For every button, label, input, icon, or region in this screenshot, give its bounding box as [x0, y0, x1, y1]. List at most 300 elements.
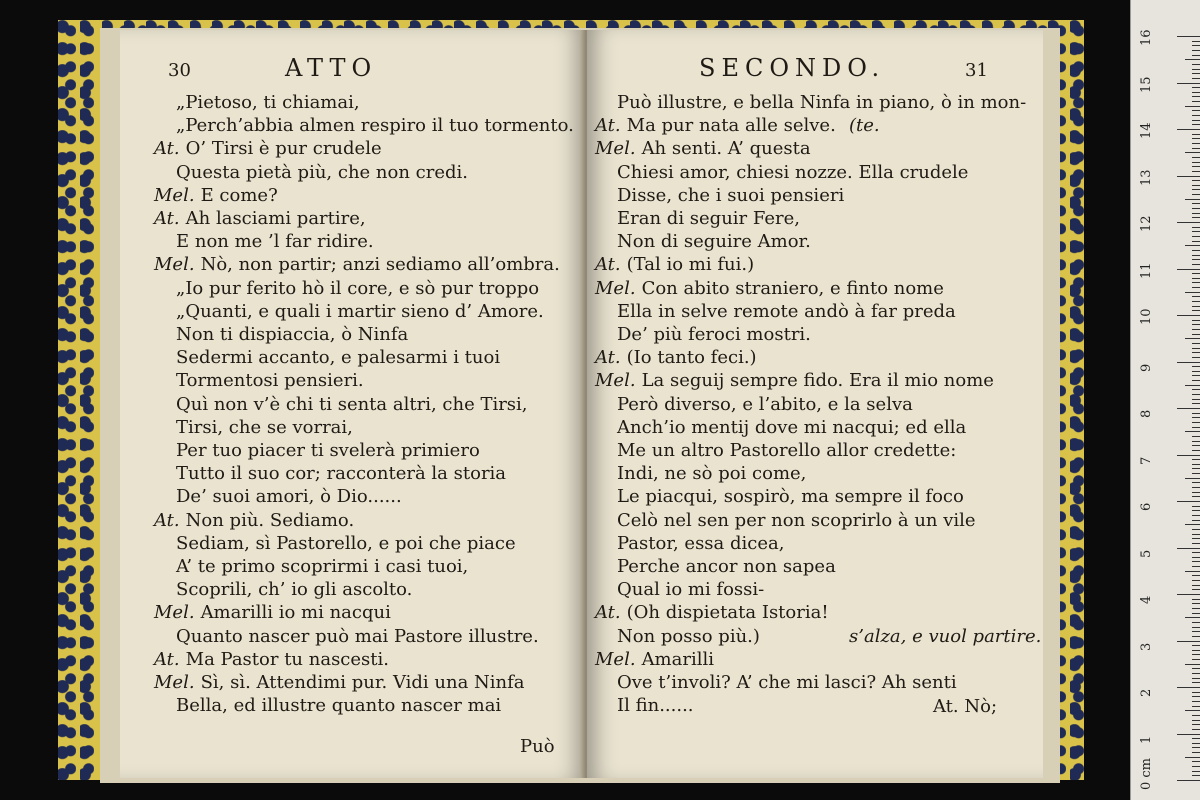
- ruler-minor-tick: [1192, 148, 1200, 149]
- text-line: [595, 649, 714, 671]
- verse-text: Pastor, essa dicea,: [617, 532, 785, 554]
- text-line: [176, 695, 501, 717]
- ruler-minor-tick: [1192, 185, 1200, 186]
- verse-text: Scoprili, ch’ io gli ascolto.: [176, 579, 413, 601]
- ruler-minor-tick: [1192, 752, 1200, 753]
- speaker-label: At.: [595, 602, 621, 624]
- text-line: [176, 324, 408, 346]
- ruler-label: 4: [1139, 595, 1154, 604]
- ruler-label: 5: [1139, 549, 1154, 558]
- ruler-minor-tick: [1192, 413, 1200, 414]
- ruler-minor-tick: [1192, 743, 1200, 744]
- ruler-minor-tick: [1185, 292, 1200, 293]
- ruler-minor-tick: [1192, 622, 1200, 623]
- text-line: [154, 254, 560, 276]
- verse-text: Per tuo piacer ti svelerà primiero: [176, 440, 480, 461]
- text-line: [176, 440, 480, 462]
- verse-text: Eran di seguir Fere,: [617, 208, 801, 229]
- ruler-minor-tick: [1192, 724, 1200, 725]
- speaker-label: Mel.: [595, 648, 636, 670]
- verse-text: Però diverso, e l’abito, e la selva: [617, 393, 913, 415]
- ruler-major-tick: [1177, 362, 1200, 363]
- ruler-minor-tick: [1185, 431, 1200, 432]
- verse-text: Può illustre, e bella Ninfa in piano, ò in mon-: [617, 92, 1027, 113]
- text-line: [154, 510, 354, 532]
- ruler-major-tick: [1177, 594, 1200, 595]
- verse-text: Bella, ed illustre quanto nascer mai: [176, 695, 502, 717]
- ruler-minor-tick: [1192, 599, 1200, 600]
- verse-text: „Io pur ferito hò il core, e sò pur troppo: [176, 277, 540, 299]
- text-line: [154, 138, 382, 160]
- ruler-minor-tick: [1192, 310, 1200, 311]
- ruler-minor-tick: [1192, 55, 1200, 56]
- verse-text: Amarilli: [641, 648, 714, 670]
- ruler-minor-tick: [1185, 710, 1200, 711]
- ruler-major-tick: [1177, 734, 1200, 735]
- ruler-minor-tick: [1192, 357, 1200, 358]
- verse-text: (Io tanto feci.): [626, 347, 757, 369]
- ruler-minor-tick: [1192, 217, 1200, 218]
- text-line: [176, 463, 506, 485]
- ruler-major-tick: [1177, 408, 1200, 409]
- ruler-minor-tick: [1192, 417, 1200, 418]
- verse-text: Non ti dispiaccia, ò Ninfa: [176, 324, 409, 345]
- ruler-label: 2: [1139, 688, 1154, 697]
- ruler-minor-tick: [1192, 138, 1200, 139]
- ruler-minor-tick: [1192, 69, 1200, 70]
- text-line: [176, 301, 544, 323]
- ruler-major-tick: [1177, 501, 1200, 502]
- speaker-label: At.: [154, 208, 180, 229]
- ruler-minor-tick: [1192, 450, 1200, 451]
- speaker-label: Mel.: [154, 184, 195, 206]
- ruler-label: 14: [1139, 122, 1154, 139]
- verse-text: Sedermi accanto, e palesarmi i tuoi: [176, 347, 501, 369]
- ruler-major-tick: [1177, 129, 1200, 130]
- ruler-minor-tick: [1192, 487, 1200, 488]
- ruler-minor-tick: [1192, 250, 1200, 251]
- verse-text: E come?: [200, 184, 278, 206]
- verse-text: A’ te primo scoprirmi i casi tuoi,: [176, 556, 469, 577]
- verse-text: Le piacqui, sospirò, ma sempre il foco: [617, 486, 964, 508]
- ruler-major-tick: [1177, 455, 1200, 456]
- verse-text: Amarilli io mi nacqui: [200, 602, 391, 624]
- ruler-minor-tick: [1185, 59, 1200, 60]
- ruler-minor-tick: [1192, 668, 1200, 669]
- ruler-minor-tick: [1192, 255, 1200, 256]
- measurement-ruler: [1130, 0, 1200, 800]
- verse-text: „Quanti, e quali i martir sieno d’ Amore.: [176, 300, 544, 322]
- ruler-minor-tick: [1192, 645, 1200, 646]
- ruler-minor-tick: [1192, 715, 1200, 716]
- ruler-minor-tick: [1192, 162, 1200, 163]
- verse-text: Non di seguire Amor.: [617, 231, 811, 253]
- verse-text: Perche ancor non sapea: [617, 556, 836, 577]
- ruler-minor-tick: [1192, 375, 1200, 376]
- ruler-minor-tick: [1192, 329, 1200, 330]
- text-line: [617, 579, 764, 601]
- ruler-minor-tick: [1192, 603, 1200, 604]
- ruler-minor-tick: [1192, 366, 1200, 367]
- ruler-label: 6: [1139, 502, 1154, 511]
- text-line: [617, 510, 976, 532]
- ruler-major-tick: [1177, 176, 1200, 177]
- ruler-minor-tick: [1185, 106, 1200, 107]
- ruler-label: 16: [1139, 29, 1154, 46]
- ruler-label: 0 cm: [1139, 757, 1154, 790]
- text-line: [617, 185, 844, 207]
- ruler-minor-tick: [1192, 720, 1200, 721]
- verse-text: Ella in selve remote andò à far preda: [617, 300, 956, 322]
- stage-direction: s’alza, e vuol partire.: [849, 625, 1042, 647]
- text-line: [176, 92, 360, 114]
- verse-text: Celò nel sen per non scoprirlo à un vile: [617, 509, 976, 531]
- ruler-minor-tick: [1192, 120, 1200, 121]
- verse-text: E non me ’l far ridire.: [176, 231, 374, 253]
- ruler-minor-tick: [1192, 482, 1200, 483]
- speaker-label: At.: [154, 138, 180, 160]
- ruler-minor-tick: [1192, 445, 1200, 446]
- text-line: [617, 672, 957, 694]
- ruler-minor-tick: [1192, 650, 1200, 651]
- ruler-minor-tick: [1192, 403, 1200, 404]
- ruler-minor-tick: [1192, 380, 1200, 381]
- text-line: [595, 278, 944, 300]
- ruler-minor-tick: [1185, 757, 1200, 758]
- ruler-minor-tick: [1192, 87, 1200, 88]
- text-line: [176, 533, 516, 555]
- ruler-minor-tick: [1192, 580, 1200, 581]
- ruler-minor-tick: [1192, 296, 1200, 297]
- text-line: [595, 370, 994, 392]
- verse-text: De’ suoi amori, ò Dio......: [176, 486, 402, 508]
- speaker-label: At.: [595, 115, 621, 137]
- ruler-minor-tick: [1192, 441, 1200, 442]
- ruler-label: 9: [1139, 363, 1154, 372]
- verse-text: Disse, che i suoi pensieri: [617, 184, 845, 206]
- ruler-minor-tick: [1192, 761, 1200, 762]
- text-line: [176, 162, 468, 184]
- text-line: [176, 626, 539, 648]
- ruler-label: 13: [1139, 168, 1154, 186]
- verse-text: Quì non v’è chi ti senta altri, che Tirsi,: [176, 393, 528, 415]
- verse-text: Ah lasciami partire,: [185, 208, 366, 229]
- ruler-label: 1: [1139, 735, 1154, 744]
- verse-text: Tutto il suo cor; racconterà la storia: [176, 463, 507, 485]
- ruler-minor-tick: [1192, 236, 1200, 237]
- verse-text: „Perch’abbia almen respiro il tuo tormento.: [176, 115, 574, 137]
- ruler-major-tick: [1177, 780, 1200, 781]
- ruler-minor-tick: [1192, 352, 1200, 353]
- text-line: [617, 162, 968, 184]
- text-line: [617, 231, 811, 253]
- ruler-minor-tick: [1192, 506, 1200, 507]
- verse-text: Non più. Sediamo.: [185, 509, 355, 531]
- verse-text: Me un altro Pastorello allor credette:: [617, 440, 957, 461]
- text-line: [617, 394, 913, 416]
- verse-text: Ove t’involi? A’ che mi lasci? Ah senti: [617, 672, 957, 693]
- ruler-minor-tick: [1192, 394, 1200, 395]
- ruler-minor-tick: [1192, 45, 1200, 46]
- ruler-major-tick: [1177, 548, 1200, 549]
- speaker-label: Mel.: [595, 138, 636, 160]
- ruler-minor-tick: [1192, 566, 1200, 567]
- speaker-label: Mel.: [154, 254, 195, 276]
- verse-text: „Pietoso, ti chiamai,: [176, 92, 360, 113]
- ruler-minor-tick: [1192, 101, 1200, 102]
- ruler-label: 3: [1139, 642, 1154, 651]
- text-line: [617, 440, 956, 462]
- text-line: [176, 231, 374, 253]
- ruler-minor-tick: [1185, 524, 1200, 525]
- ruler-minor-tick: [1192, 529, 1200, 530]
- verse-text: Tormentosi pensieri.: [176, 370, 364, 392]
- ruler-minor-tick: [1192, 654, 1200, 655]
- ruler-major-tick: [1177, 36, 1200, 37]
- ruler-minor-tick: [1185, 338, 1200, 339]
- text-line: [154, 649, 389, 671]
- right-page: [587, 30, 1043, 778]
- ruler-minor-tick: [1192, 561, 1200, 562]
- ruler-minor-tick: [1192, 468, 1200, 469]
- ruler-minor-tick: [1185, 478, 1200, 479]
- text-line: [617, 486, 964, 508]
- speaker-label: At.: [154, 648, 180, 670]
- ruler-minor-tick: [1192, 636, 1200, 637]
- ruler-minor-tick: [1192, 459, 1200, 460]
- ruler-minor-tick: [1192, 706, 1200, 707]
- right-catchword: At. Nò;: [933, 696, 998, 717]
- ruler-minor-tick: [1192, 766, 1200, 767]
- ruler-minor-tick: [1192, 348, 1200, 349]
- stage-direction: (te.: [849, 115, 880, 137]
- ruler-minor-tick: [1192, 213, 1200, 214]
- ruler-minor-tick: [1185, 617, 1200, 618]
- ruler-minor-tick: [1192, 301, 1200, 302]
- ruler-minor-tick: [1192, 203, 1200, 204]
- verse-text: Quanto nascer può mai Pastore illustre.: [176, 625, 539, 647]
- ruler-minor-tick: [1192, 589, 1200, 590]
- speaker-label: At.: [154, 509, 180, 531]
- verse-text: Nò, non partir; anzi sediamo all’ombra.: [200, 254, 560, 276]
- ruler-minor-tick: [1192, 115, 1200, 116]
- ruler-major-tick: [1177, 687, 1200, 688]
- text-line: [617, 556, 836, 578]
- speaker-label: At.: [595, 347, 621, 369]
- ruler-minor-tick: [1192, 575, 1200, 576]
- verse-text: Chiesi amor, chiesi nozze. Ella crudele: [617, 161, 969, 183]
- text-line: [617, 92, 1026, 114]
- speaker-label: Mel.: [154, 672, 195, 693]
- text-line: [617, 301, 956, 323]
- ruler-minor-tick: [1192, 287, 1200, 288]
- verse-text: Sediam, sì Pastorello, e poi che piace: [176, 532, 516, 554]
- ruler-minor-tick: [1192, 436, 1200, 437]
- text-line: [176, 486, 402, 508]
- ruler-minor-tick: [1192, 171, 1200, 172]
- ruler-minor-tick: [1192, 492, 1200, 493]
- text-line: [154, 672, 525, 694]
- verse-text: Con abito straniero, e finto nome: [641, 277, 944, 299]
- verse-text: Qual io mi fossi-: [617, 579, 765, 601]
- ruler-minor-tick: [1192, 92, 1200, 93]
- ruler-minor-tick: [1192, 227, 1200, 228]
- ruler-minor-tick: [1192, 50, 1200, 51]
- ruler-minor-tick: [1192, 371, 1200, 372]
- ruler-label: 11: [1139, 261, 1154, 279]
- ruler-minor-tick: [1185, 385, 1200, 386]
- ruler-minor-tick: [1185, 199, 1200, 200]
- verse-text: O’ Tirsi è pur crudele: [185, 138, 382, 160]
- ruler-minor-tick: [1192, 334, 1200, 335]
- ruler-minor-tick: [1192, 427, 1200, 428]
- left-catchword: Può: [520, 736, 555, 757]
- left-page-number: 30: [168, 60, 191, 81]
- ruler-minor-tick: [1192, 422, 1200, 423]
- ruler-minor-tick: [1192, 64, 1200, 65]
- ruler-minor-tick: [1192, 464, 1200, 465]
- ruler-minor-tick: [1192, 231, 1200, 232]
- verse-text: Anch’io mentij dove mi nacqui; ed ella: [617, 416, 967, 438]
- speaker-label: Mel.: [595, 277, 636, 299]
- ruler-minor-tick: [1192, 729, 1200, 730]
- verse-text: Il fin......: [617, 695, 694, 717]
- ruler-label: 15: [1139, 75, 1154, 93]
- verse-text: (Tal io mi fui.): [626, 254, 755, 276]
- speaker-label: At.: [595, 254, 621, 276]
- ruler-minor-tick: [1192, 343, 1200, 344]
- ruler-minor-tick: [1185, 664, 1200, 665]
- ruler-label: 8: [1139, 409, 1154, 418]
- ruler-minor-tick: [1192, 682, 1200, 683]
- ruler-minor-tick: [1192, 273, 1200, 274]
- text-line: [595, 602, 829, 624]
- ruler-minor-tick: [1192, 180, 1200, 181]
- text-line: [176, 115, 574, 137]
- verse-text: Ma pur nata alle selve.: [626, 115, 836, 137]
- text-line: [154, 602, 391, 624]
- left-page: [120, 30, 585, 778]
- text-line: [595, 347, 757, 369]
- text-line: [595, 115, 836, 137]
- ruler-minor-tick: [1192, 306, 1200, 307]
- ruler-label: 12: [1139, 215, 1154, 232]
- ruler-minor-tick: [1192, 96, 1200, 97]
- ruler-minor-tick: [1192, 696, 1200, 697]
- ruler-minor-tick: [1192, 747, 1200, 748]
- ruler-minor-tick: [1192, 613, 1200, 614]
- text-line: [176, 347, 500, 369]
- text-line: [154, 185, 278, 207]
- ruler-minor-tick: [1192, 264, 1200, 265]
- ruler-minor-tick: [1192, 399, 1200, 400]
- verse-text: Non posso più.): [617, 625, 760, 647]
- ruler-minor-tick: [1192, 143, 1200, 144]
- verse-text: Questa pietà più, che non credi.: [176, 161, 468, 183]
- ruler-minor-tick: [1192, 496, 1200, 497]
- ruler-major-tick: [1177, 222, 1200, 223]
- verse-text: Indi, ne sò poi come,: [617, 463, 807, 485]
- ruler-minor-tick: [1192, 124, 1200, 125]
- ruler-minor-tick: [1192, 775, 1200, 776]
- ruler-minor-tick: [1192, 189, 1200, 190]
- verse-text: Ah senti. A’ questa: [641, 138, 811, 160]
- ruler-label: 7: [1139, 456, 1154, 465]
- ruler-minor-tick: [1192, 673, 1200, 674]
- ruler-minor-tick: [1192, 552, 1200, 553]
- ruler-major-tick: [1177, 641, 1200, 642]
- ruler-minor-tick: [1192, 631, 1200, 632]
- ruler-minor-tick: [1192, 110, 1200, 111]
- ruler-minor-tick: [1192, 78, 1200, 79]
- ruler-minor-tick: [1185, 245, 1200, 246]
- ruler-minor-tick: [1192, 282, 1200, 283]
- verse-text: Sì, sì. Attendimi pur. Vidi una Ninfa: [200, 672, 525, 693]
- text-line: [595, 254, 754, 276]
- verse-text: Ma Pastor tu nascesti.: [185, 648, 389, 670]
- text-line: [176, 370, 364, 392]
- ruler-minor-tick: [1192, 324, 1200, 325]
- ruler-minor-tick: [1192, 194, 1200, 195]
- verse-text: La seguij sempre fido. Era il mio nome: [641, 370, 994, 392]
- ruler-label: 10: [1139, 308, 1154, 325]
- right-running-header: SECONDO.: [699, 54, 886, 82]
- ruler-minor-tick: [1192, 692, 1200, 693]
- ruler-minor-tick: [1192, 608, 1200, 609]
- verse-text: (Oh dispietata Istoria!: [626, 602, 829, 624]
- text-line: [176, 556, 468, 578]
- text-line: [617, 417, 966, 439]
- ruler-major-tick: [1177, 269, 1200, 270]
- ruler-minor-tick: [1192, 738, 1200, 739]
- speaker-label: Mel.: [595, 370, 636, 392]
- ruler-minor-tick: [1192, 515, 1200, 516]
- ruler-minor-tick: [1192, 241, 1200, 242]
- ruler-minor-tick: [1192, 134, 1200, 135]
- ruler-minor-tick: [1192, 278, 1200, 279]
- right-page-number: 31: [965, 60, 988, 81]
- ruler-minor-tick: [1192, 166, 1200, 167]
- ruler-minor-tick: [1192, 157, 1200, 158]
- text-line: [176, 579, 412, 601]
- text-line: [154, 208, 366, 230]
- ruler-minor-tick: [1192, 557, 1200, 558]
- ruler-major-tick: [1177, 83, 1200, 84]
- ruler-minor-tick: [1185, 152, 1200, 153]
- text-line: [176, 278, 539, 300]
- ruler-minor-tick: [1192, 73, 1200, 74]
- verse-text: Tirsi, che se vorrai,: [176, 416, 353, 438]
- ruler-minor-tick: [1192, 259, 1200, 260]
- ruler-minor-tick: [1192, 678, 1200, 679]
- ruler-minor-tick: [1192, 585, 1200, 586]
- ruler-minor-tick: [1192, 543, 1200, 544]
- text-line: [176, 417, 353, 439]
- ruler-minor-tick: [1192, 320, 1200, 321]
- text-line: [176, 394, 528, 416]
- ruler-minor-tick: [1192, 510, 1200, 511]
- text-line: [617, 324, 811, 346]
- ruler-minor-tick: [1192, 208, 1200, 209]
- text-line: [617, 208, 800, 230]
- ruler-minor-tick: [1192, 771, 1200, 772]
- ruler-minor-tick: [1192, 534, 1200, 535]
- ruler-minor-tick: [1192, 538, 1200, 539]
- ruler-minor-tick: [1192, 701, 1200, 702]
- ruler-minor-tick: [1192, 473, 1200, 474]
- ruler-minor-tick: [1185, 571, 1200, 572]
- text-line: [617, 626, 760, 648]
